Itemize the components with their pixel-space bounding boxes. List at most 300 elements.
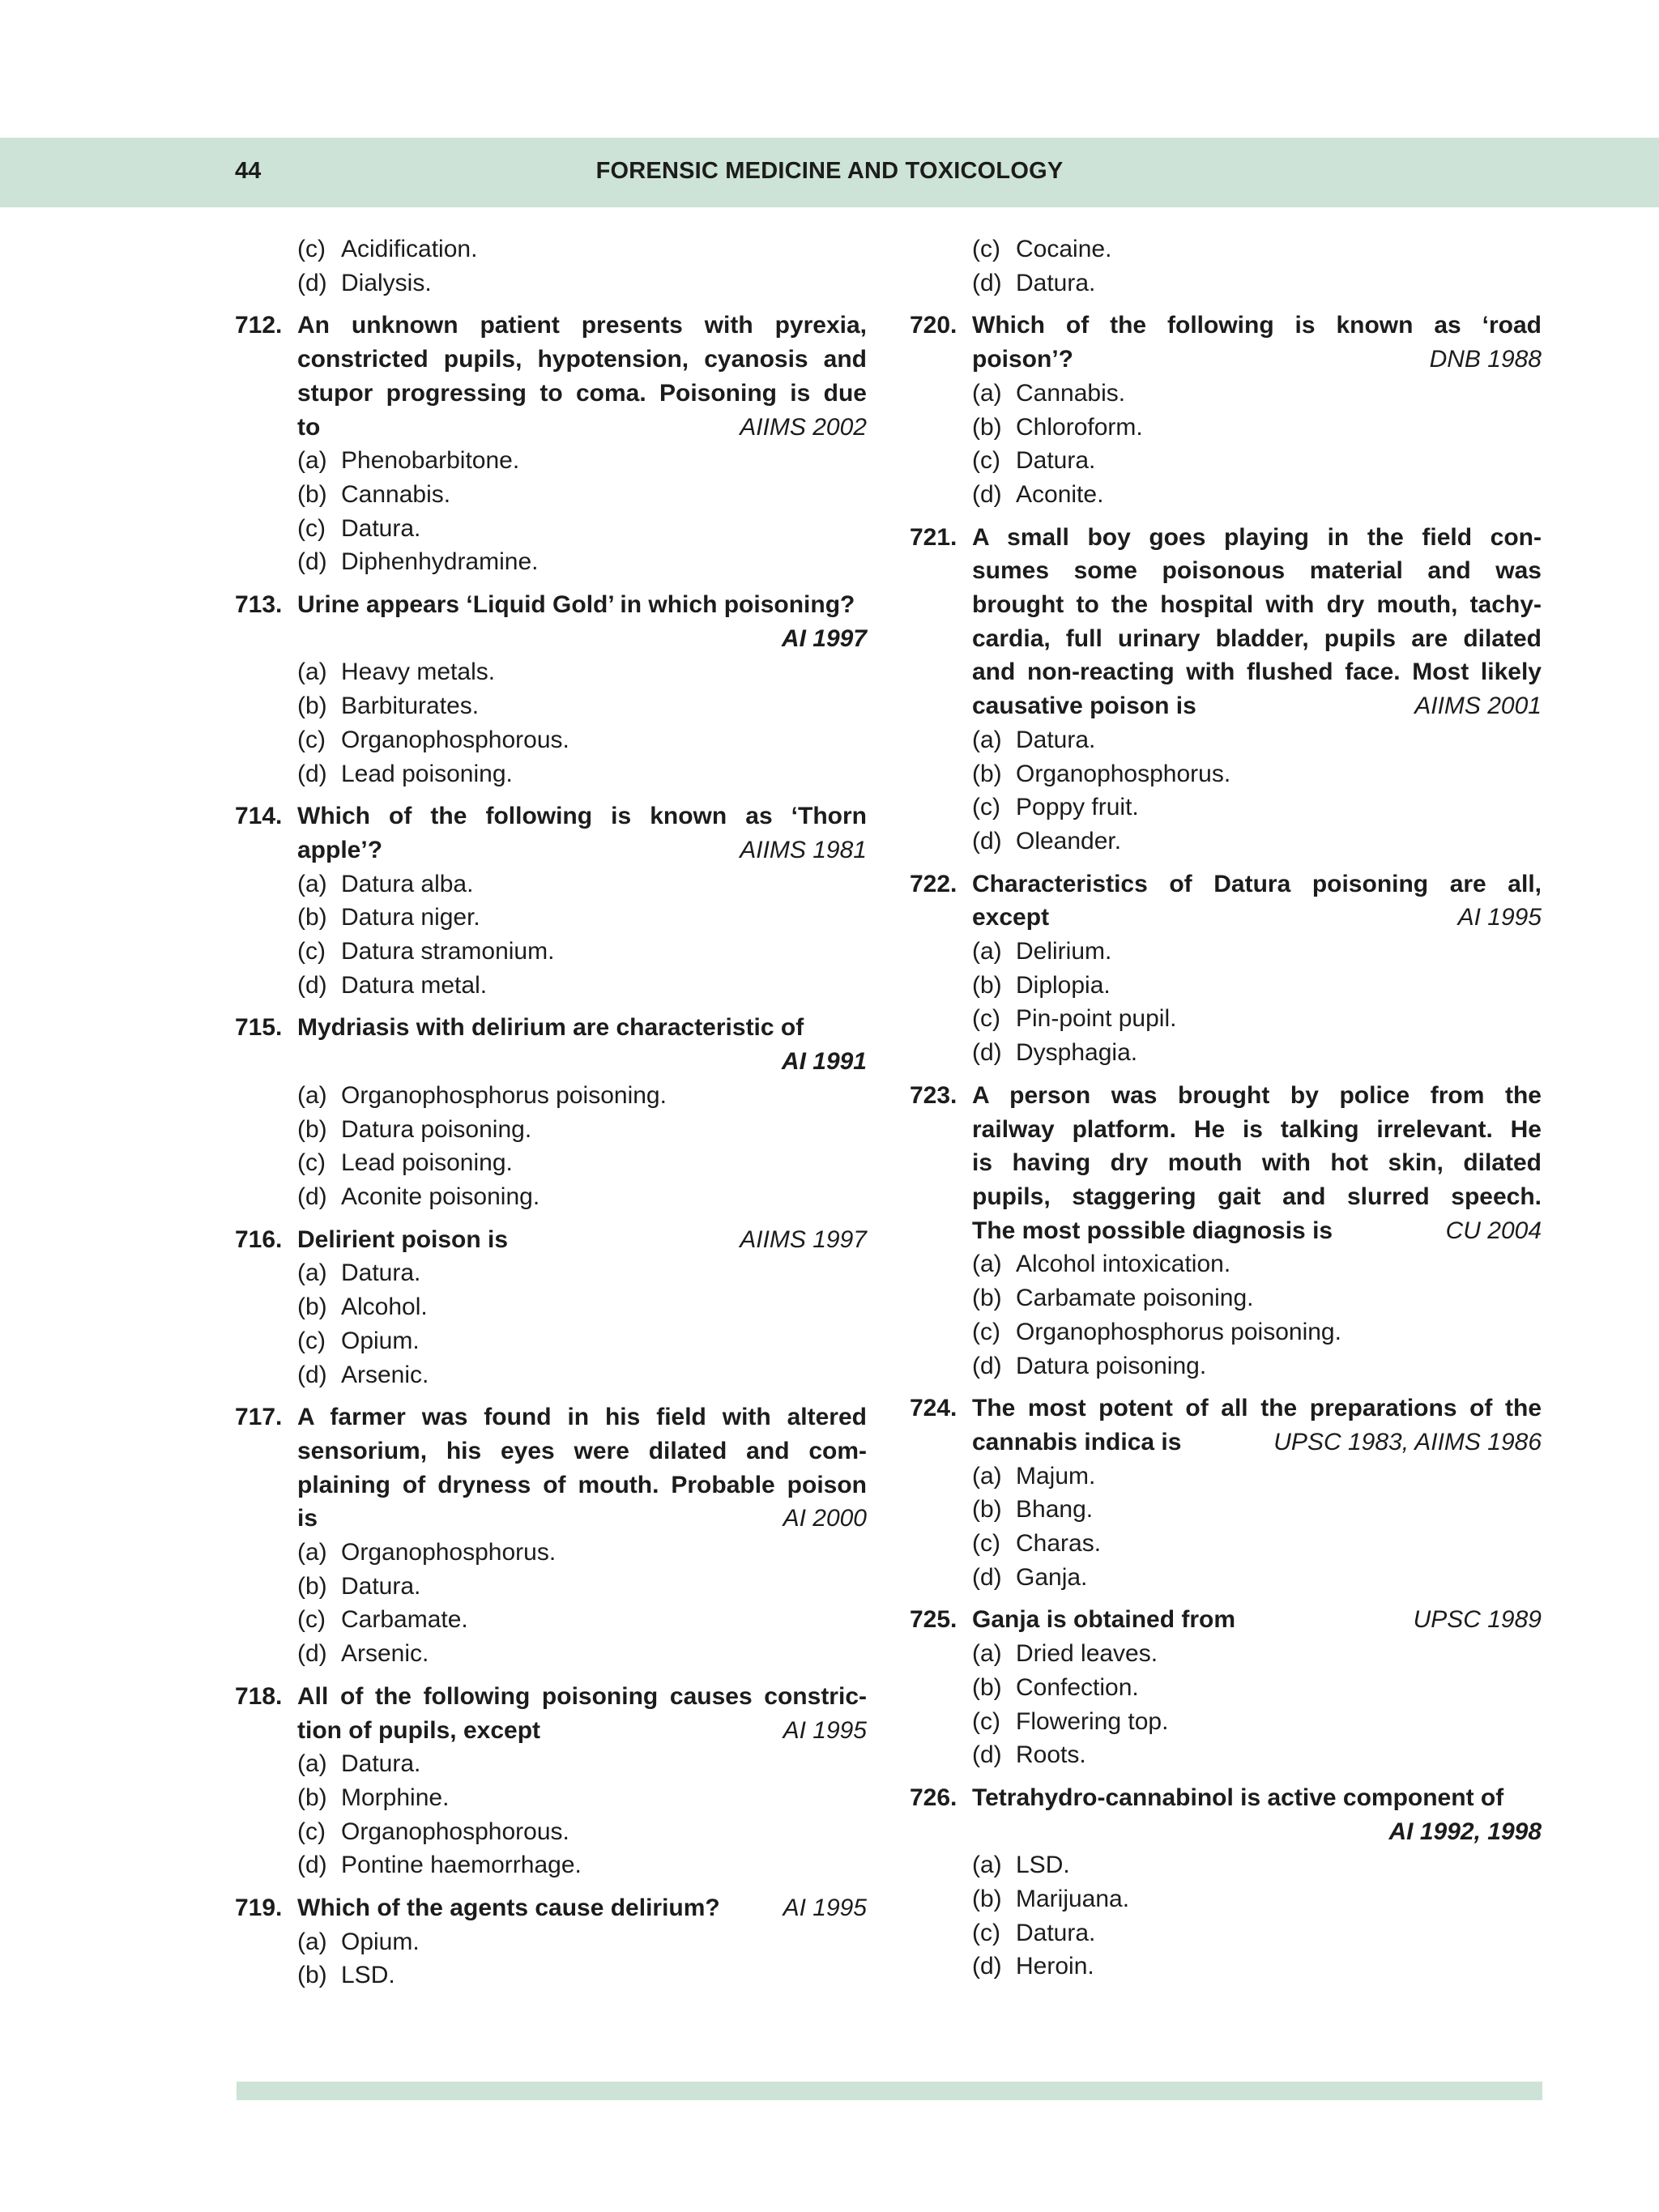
option-label: (c) <box>297 726 326 753</box>
option-label: (c) <box>972 447 1000 475</box>
option-label: (b) <box>297 1572 327 1600</box>
answer-option <box>297 1146 867 1180</box>
answer-option <box>297 1637 867 1671</box>
exam-source: DNB 1988 <box>1429 346 1542 373</box>
running-head: FORENSIC MEDICINE AND TOXICOLOGY <box>595 158 1064 184</box>
option-label: (c) <box>972 1005 1000 1033</box>
option-label: (d) <box>297 548 327 576</box>
question-stem <box>910 1079 1542 1248</box>
option-text: Lead poisoning. <box>341 1149 513 1177</box>
option-label: (a) <box>297 870 327 897</box>
option-text: Chloroform. <box>1016 413 1143 441</box>
exam-source: UPSC 1983, AIIMS 1986 <box>1273 1428 1542 1455</box>
answer-option <box>972 1705 1542 1739</box>
question-line <box>972 1603 1542 1637</box>
option-label: (d) <box>297 1183 327 1210</box>
option-text: Organophosphorous. <box>341 726 569 753</box>
answer-options <box>910 935 1542 1070</box>
option-label: (b) <box>297 480 327 508</box>
question-stem <box>235 309 867 444</box>
answer-option <box>972 791 1542 825</box>
answer-option <box>297 232 867 266</box>
question-stem <box>235 1680 867 1747</box>
question-stem <box>910 521 1542 723</box>
page-number: 44 <box>235 158 262 184</box>
answer-option <box>972 1493 1542 1527</box>
question-text <box>972 867 1542 935</box>
answer-option <box>297 1747 867 1781</box>
answer-options <box>235 444 867 579</box>
question-line <box>972 1214 1542 1248</box>
option-text: Dialysis. <box>341 269 432 296</box>
question-line <box>972 867 1542 901</box>
option-text: Organophosphorus. <box>341 1539 557 1566</box>
option-text: Datura. <box>341 1259 421 1287</box>
question-line-text: sensorium, his eyes were dilated and com- <box>297 1437 867 1464</box>
option-label: (a) <box>297 447 327 475</box>
answer-option <box>972 1247 1542 1281</box>
question-line-text: Ganja is obtained from <box>972 1606 1236 1634</box>
question-line <box>297 1680 867 1714</box>
question-line <box>972 1113 1542 1147</box>
question-line <box>972 343 1542 377</box>
question-line <box>972 901 1542 935</box>
exam-source: AIIMS 1997 <box>740 1225 867 1253</box>
exam-source: AIIMS 1981 <box>740 836 867 863</box>
option-label: (c) <box>297 514 326 542</box>
option-label: (c) <box>972 1707 1000 1735</box>
answer-option <box>297 935 867 969</box>
answer-option <box>297 1815 867 1849</box>
option-text: Carbamate. <box>341 1606 468 1634</box>
question-number: 713. <box>235 591 283 619</box>
question-number: 717. <box>235 1404 283 1431</box>
option-text: LSD. <box>1016 1852 1070 1879</box>
answer-option <box>972 1882 1542 1916</box>
answer-option <box>297 1848 867 1882</box>
question-line <box>297 309 867 343</box>
question-stem <box>235 1223 867 1257</box>
question-item <box>235 309 867 579</box>
option-text: Arsenic. <box>341 1361 429 1388</box>
question-item <box>235 1891 867 1993</box>
option-label: (b) <box>972 760 1002 787</box>
question-item <box>235 1011 867 1213</box>
option-text: Datura. <box>1016 447 1096 475</box>
question-line <box>972 521 1542 555</box>
question-text <box>972 1079 1542 1248</box>
option-label: (a) <box>972 726 1002 753</box>
question-text <box>297 588 867 655</box>
option-label: (b) <box>972 971 1002 999</box>
question-line-text: Which of the following is known as ‘road <box>972 312 1542 339</box>
option-label: (d) <box>972 1352 1002 1379</box>
option-label: (d) <box>297 1361 327 1388</box>
question-stem <box>235 799 867 867</box>
question-line <box>297 1502 867 1536</box>
answer-option <box>297 1290 867 1324</box>
question-number: 716. <box>235 1225 283 1253</box>
option-text: Datura niger. <box>341 904 480 931</box>
option-text: Organophosphorus poisoning. <box>341 1081 667 1109</box>
option-text: Lead poisoning. <box>341 760 513 787</box>
option-text: Charas. <box>1016 1530 1102 1558</box>
answer-option <box>297 901 867 935</box>
answer-option <box>297 1958 867 1993</box>
exam-source: AI 1991 <box>781 1048 867 1076</box>
option-text: Confection. <box>1016 1673 1139 1701</box>
question-number: 721. <box>910 523 957 551</box>
option-text: Flowering top. <box>1016 1707 1169 1735</box>
option-label: (c) <box>972 1919 1000 1946</box>
question-line <box>297 1400 867 1434</box>
option-text: Dried leaves. <box>1016 1640 1158 1668</box>
question-line-text: is having dry mouth with hot skin, dilated <box>972 1149 1542 1177</box>
option-text: Morphine. <box>341 1784 450 1811</box>
question-line-text: Urine appears ‘Liquid Gold’ in which poisoning? <box>297 591 855 619</box>
option-label: (c) <box>297 236 326 262</box>
option-label: (b) <box>972 1673 1002 1701</box>
question-line <box>297 1468 867 1502</box>
option-text: Alcohol. <box>341 1294 428 1321</box>
question-line-text: Which of the agents cause delirium? <box>297 1894 720 1922</box>
answer-option <box>972 1637 1542 1671</box>
left-column <box>235 232 867 1993</box>
question-line-text: cardia, full urinary bladder, pupils are dilated <box>972 624 1542 652</box>
option-text: Datura. <box>341 514 421 542</box>
answer-option <box>972 1671 1542 1705</box>
question-line-text: plaining of dryness of mouth. Probable poison <box>297 1471 867 1498</box>
question-text <box>297 799 867 867</box>
footer-band <box>237 2082 1542 2100</box>
question-number: 712. <box>235 312 283 339</box>
option-label: (d) <box>297 971 327 999</box>
question-line-text: tion of pupils, except <box>297 1716 541 1744</box>
answer-option <box>297 1358 867 1392</box>
option-text: Oleander. <box>1016 827 1122 855</box>
question-stem <box>235 1400 867 1536</box>
option-text: Datura. <box>1016 726 1096 753</box>
option-label: (a) <box>972 1640 1002 1668</box>
answer-option <box>972 969 1542 1003</box>
question-stem <box>910 1392 1542 1459</box>
question-stem <box>235 1011 867 1078</box>
option-text: Organophosphorus poisoning. <box>1016 1318 1341 1345</box>
question-line <box>297 588 867 622</box>
option-text: Datura alba. <box>341 870 474 897</box>
exam-source: AIIMS 2001 <box>1414 693 1542 720</box>
option-text: Carbamate poisoning. <box>1016 1285 1254 1312</box>
question-line <box>972 1781 1542 1815</box>
option-label: (c) <box>297 938 326 965</box>
question-line-text: Tetrahydro-cannabinol is active component of <box>972 1784 1504 1811</box>
question-number: 718. <box>235 1682 283 1710</box>
question-text <box>972 1781 1542 1848</box>
option-label: (d) <box>297 760 327 787</box>
answer-option <box>972 1561 1542 1595</box>
answer-option <box>297 1256 867 1290</box>
option-text: Alcohol intoxication. <box>1016 1251 1231 1278</box>
question-stem <box>235 1891 867 1925</box>
question-line <box>972 1426 1542 1460</box>
answer-options <box>910 723 1542 859</box>
option-text: Dysphagia. <box>1016 1039 1138 1067</box>
question-item <box>235 1680 867 1882</box>
question-stem <box>910 1603 1542 1637</box>
question-text <box>297 309 867 444</box>
answer-option <box>972 1738 1542 1772</box>
question-line <box>297 833 867 867</box>
option-label: (c) <box>972 236 1000 262</box>
question-line-text: and non-reacting with flushed face. Most likely <box>972 658 1542 686</box>
answer-option <box>297 266 867 300</box>
option-label: (b) <box>297 1962 327 1989</box>
option-text: Heavy metals. <box>341 658 496 686</box>
answer-options <box>235 655 867 791</box>
exam-source: AI 1997 <box>781 624 867 652</box>
answer-options <box>910 1637 1542 1772</box>
exam-source: UPSC 1989 <box>1413 1606 1542 1634</box>
question-item <box>235 1400 867 1671</box>
answer-option <box>972 1527 1542 1561</box>
question-line-text: The most potent of all the preparations of the <box>972 1395 1542 1422</box>
question-line <box>297 1714 867 1748</box>
question-line-text: A person was brought by police from the <box>972 1081 1542 1109</box>
question-item <box>910 1603 1542 1772</box>
answer-options <box>910 1460 1542 1595</box>
option-text: Barbiturates. <box>341 693 480 720</box>
answer-option <box>972 478 1542 512</box>
question-line-text: Which of the following is known as ‘Thorn <box>297 803 867 830</box>
option-text: Acidification. <box>341 236 478 262</box>
option-text: Datura stramonium. <box>341 938 555 965</box>
question-line-text: poison’? <box>972 346 1073 373</box>
option-label: (a) <box>297 1081 327 1109</box>
question-stem <box>235 588 867 655</box>
option-text: Cocaine. <box>1016 236 1112 262</box>
question-stem <box>910 309 1542 376</box>
question-text <box>297 1011 867 1078</box>
question-line <box>297 799 867 833</box>
answer-option <box>972 1916 1542 1950</box>
question-line-text: An unknown patient presents with pyrexia, <box>297 312 867 339</box>
option-text: Opium. <box>341 1327 420 1354</box>
question-line <box>972 1146 1542 1180</box>
option-label: (d) <box>972 269 1002 296</box>
option-label: (d) <box>297 1852 327 1879</box>
answer-option <box>972 757 1542 791</box>
answer-option <box>297 655 867 689</box>
question-number: 720. <box>910 312 957 339</box>
answer-option <box>972 935 1542 969</box>
option-text: Bhang. <box>1016 1496 1094 1524</box>
answer-option <box>972 1460 1542 1494</box>
option-label: (a) <box>972 1852 1002 1879</box>
question-line <box>972 689 1542 723</box>
answer-option <box>297 478 867 512</box>
option-label: (a) <box>297 1259 327 1287</box>
answer-option <box>297 444 867 478</box>
option-label: (d) <box>972 1953 1002 1980</box>
question-item <box>910 309 1542 511</box>
answer-option <box>972 1848 1542 1882</box>
question-item <box>910 1392 1542 1594</box>
answer-option <box>297 545 867 579</box>
option-text: Diplopia. <box>1016 971 1111 999</box>
option-label: (b) <box>297 1115 327 1143</box>
question-number: 719. <box>235 1894 283 1922</box>
option-text: Datura poisoning. <box>1016 1352 1207 1379</box>
question-text <box>972 1603 1542 1637</box>
option-label: (d) <box>972 827 1002 855</box>
option-label: (b) <box>297 1294 327 1321</box>
option-label: (c) <box>297 1149 326 1177</box>
answer-option <box>972 1315 1542 1349</box>
question-line-text: is <box>297 1505 318 1532</box>
option-text: Aconite. <box>1016 480 1104 508</box>
question-item <box>910 1781 1542 1984</box>
question-stem <box>910 1781 1542 1848</box>
question-line <box>297 377 867 411</box>
answer-option <box>972 723 1542 757</box>
question-number: 725. <box>910 1606 957 1634</box>
question-line-text: sumes some poisonous material and was <box>972 557 1542 585</box>
question-text <box>297 1680 867 1747</box>
exam-source: AIIMS 2002 <box>740 413 867 441</box>
question-line <box>972 1079 1542 1113</box>
question-line-text: cannabis indica is <box>972 1428 1182 1455</box>
answer-options <box>235 1925 867 1993</box>
question-stem <box>910 867 1542 935</box>
question-line-text: railway platform. He is talking irrelevant. He <box>972 1115 1542 1143</box>
option-label: (d) <box>972 1741 1002 1769</box>
answer-option <box>972 232 1542 266</box>
question-line <box>972 655 1542 689</box>
question-number: 724. <box>910 1395 957 1422</box>
option-text: Datura. <box>341 1572 421 1600</box>
option-label: (d) <box>297 1640 327 1668</box>
continued-options <box>235 232 867 300</box>
answer-option <box>297 723 867 757</box>
option-label: (b) <box>972 413 1002 441</box>
option-label: (b) <box>297 693 327 720</box>
answer-option <box>297 867 867 901</box>
exam-source: AI 1995 <box>1457 904 1542 931</box>
answer-option <box>972 1950 1542 1984</box>
question-line-text: causative poison is <box>972 693 1196 720</box>
question-item <box>910 1079 1542 1383</box>
answer-option <box>297 1324 867 1358</box>
option-text: Marijuana. <box>1016 1886 1130 1913</box>
question-line-text: pupils, staggering gait and slurred speech. <box>972 1183 1542 1210</box>
question-text <box>972 1392 1542 1459</box>
option-text: Poppy fruit. <box>1016 794 1139 821</box>
question-line-text: apple’? <box>297 836 383 863</box>
answer-option <box>972 266 1542 300</box>
exam-source: CU 2004 <box>1445 1217 1542 1244</box>
option-text: Pontine haemorrhage. <box>341 1852 582 1879</box>
answer-option <box>297 689 867 723</box>
question-line-text: to <box>297 413 321 441</box>
question-text <box>297 1891 867 1925</box>
question-line <box>972 588 1542 622</box>
answer-option <box>297 1079 867 1113</box>
question-line <box>972 554 1542 588</box>
answer-options <box>235 1256 867 1392</box>
answer-option <box>972 1349 1542 1383</box>
question-line <box>972 1180 1542 1214</box>
answer-options <box>910 1848 1542 1984</box>
option-label: (a) <box>972 379 1002 407</box>
question-line <box>297 343 867 377</box>
answer-option <box>297 1570 867 1604</box>
question-number: 726. <box>910 1784 957 1811</box>
continued-options <box>910 232 1542 300</box>
answer-option <box>297 1603 867 1637</box>
question-number: 723. <box>910 1081 957 1109</box>
answer-option <box>297 1781 867 1815</box>
option-text: Opium. <box>341 1928 420 1955</box>
option-label: (c) <box>972 1318 1000 1345</box>
question-line-text: A small boy goes playing in the field con- <box>972 523 1542 551</box>
answer-option <box>297 1925 867 1959</box>
option-label: (b) <box>297 1784 327 1811</box>
question-line <box>297 1434 867 1468</box>
answer-options <box>235 1079 867 1214</box>
option-text: Roots. <box>1016 1741 1086 1769</box>
answer-option <box>972 1036 1542 1070</box>
option-text: Datura. <box>1016 269 1096 296</box>
question-text <box>297 1400 867 1536</box>
exam-source: AI 1995 <box>783 1894 867 1922</box>
option-label: (d) <box>972 1039 1002 1067</box>
option-label: (c) <box>297 1327 326 1354</box>
question-line-text: brought to the hospital with dry mouth, tachy- <box>972 591 1542 619</box>
option-label: (c) <box>972 794 1000 821</box>
answer-option <box>297 1536 867 1570</box>
answer-option <box>972 1281 1542 1315</box>
answer-options <box>235 1536 867 1671</box>
option-label: (b) <box>972 1285 1002 1312</box>
option-text: Datura. <box>1016 1919 1096 1946</box>
question-item <box>235 1223 867 1392</box>
option-label: (a) <box>297 1750 327 1778</box>
option-text: Majum. <box>1016 1462 1096 1490</box>
exam-source: AI 1992, 1998 <box>1388 1818 1542 1845</box>
right-column <box>910 232 1542 1984</box>
question-line <box>297 411 867 445</box>
option-text: Arsenic. <box>341 1640 429 1668</box>
option-label: (c) <box>972 1530 1000 1558</box>
option-text: Diphenhydramine. <box>341 548 539 576</box>
question-line-text: Delirient poison is <box>297 1225 509 1253</box>
question-text <box>297 1223 867 1257</box>
answer-option <box>972 411 1542 445</box>
question-line-text: Characteristics of Datura poisoning are all, <box>972 870 1542 897</box>
question-line <box>297 1011 867 1045</box>
question-line-text: constricted pupils, hypotension, cyanosis and <box>297 346 867 373</box>
option-label: (a) <box>297 1928 327 1955</box>
question-number: 715. <box>235 1014 283 1042</box>
question-line <box>972 622 1542 656</box>
answer-options <box>235 1747 867 1882</box>
question-line <box>297 1891 867 1925</box>
option-text: Datura. <box>341 1750 421 1778</box>
option-text: Datura poisoning. <box>341 1115 532 1143</box>
option-text: Cannabis. <box>1016 379 1126 407</box>
exam-source: AI 2000 <box>783 1505 867 1532</box>
option-label: (d) <box>972 480 1002 508</box>
